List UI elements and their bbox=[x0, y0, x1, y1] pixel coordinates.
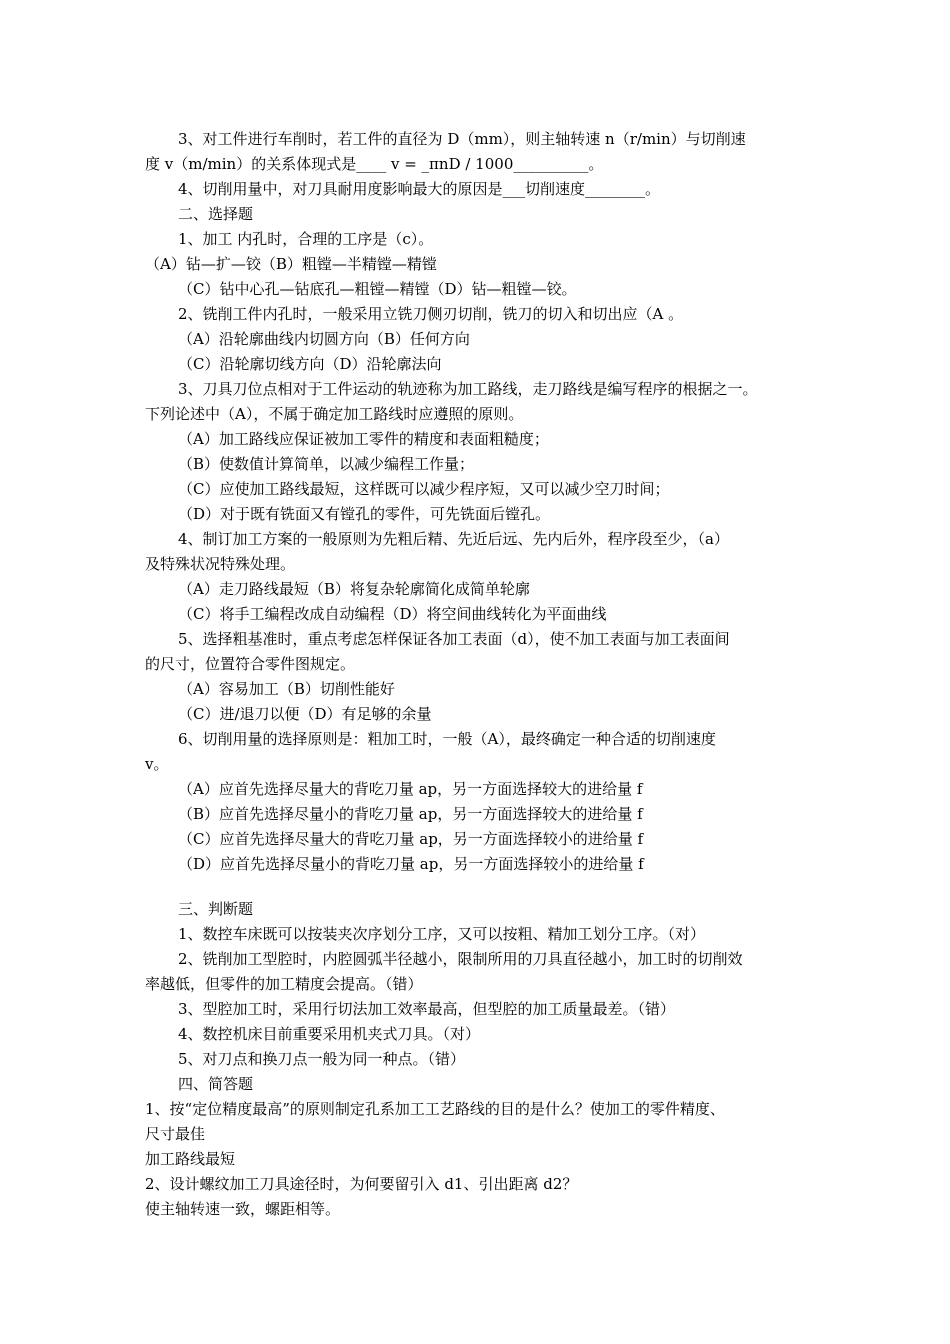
choice-q6-option-a: （A）应首先选择尽量大的背吃刀量 ap，另一方面选择较大的进给量 f bbox=[178, 780, 643, 798]
choice-q4-line-2: 及特殊状况特殊处理。 bbox=[145, 555, 296, 573]
choice-q2-options-cd: （C）沿轮廓切线方向（D）沿轮廓法向 bbox=[178, 355, 442, 373]
choice-q6-option-d: （D）应首先选择尽量小的背吃刀量 ap，另一方面选择较小的进给量 f bbox=[178, 855, 644, 873]
judgement-q4: 4、数控机床目前重要采用机夹式刀具。（对） bbox=[178, 1025, 481, 1043]
choice-q3-option-d: （D）对于既有铣面又有镗孔的零件，可先铣面后镗孔。 bbox=[178, 505, 551, 523]
choice-q5-line-1: 5、选择粗基准时，重点考虑怎样保证各加工表面（d），使不加工表面与加工表面间 bbox=[178, 630, 730, 648]
choice-q6-option-c: （C）应首先选择尽量大的背吃刀量 ap，另一方面选择较小的进给量 f bbox=[178, 830, 644, 848]
judgement-q2-line-1: 2、铣削加工型腔时，内腔圆弧半径越小，限制所用的刀具直径越小，加工时的切削效 bbox=[178, 950, 743, 968]
q3-fill-line-1: 3、对工件进行车削时，若工件的直径为 D（mm），则主轴转速 n（r/min）与切削速 bbox=[178, 130, 746, 148]
q4-fill-line: 4、切削用量中，对刀具耐用度影响最大的原因是___切削速度________。 bbox=[178, 180, 661, 198]
choice-q5-options-ab: （A）容易加工（B）切削性能好 bbox=[178, 680, 395, 698]
choice-q3-option-a: （A）加工路线应保证被加工零件的精度和表面粗糙度； bbox=[178, 430, 549, 448]
short-q1-line-1: 1、按“定位精度最高”的原则制定孔系加工工艺路线的目的是什么？使加工的零件精度、 bbox=[145, 1100, 725, 1118]
choice-q1-options-cd: （C）钻中心孔—钻底孔—粗镗—精镗（D）钻—粗镗—铰。 bbox=[178, 280, 577, 298]
choice-q3-option-b: （B）使数值计算简单，以减少编程工作量； bbox=[178, 455, 475, 473]
q3-fill-line-2: 度 v（m/min）的关系体现式是____ v = _πnD / 1000__________。 bbox=[145, 155, 604, 173]
section-heading-judgement: 三、判断题 bbox=[178, 900, 254, 918]
short-q2: 2、设计螺纹加工刀具途径时，为何要留引入 d1、引出距离 d2？ bbox=[145, 1175, 578, 1193]
choice-q3-line-2: 下列论述中（A），不属于确定加工路线时应遵照的原则。 bbox=[145, 405, 524, 423]
choice-q4-options-cd: （C）将手工编程改成自动编程（D）将空间曲线转化为平面曲线 bbox=[178, 605, 607, 623]
choice-q3-option-c: （C）应使加工路线最短，这样既可以减少程序短，又可以减少空刀时间； bbox=[178, 480, 670, 498]
judgement-q3: 3、型腔加工时，采用行切法加工效率最高，但型腔的加工质量最差。（错） bbox=[178, 1000, 676, 1018]
short-q1-line-2: 尺寸最佳 bbox=[145, 1125, 206, 1143]
choice-q4-line-1: 4、制订加工方案的一般原则为先粗后精、先近后远、先内后外，程序段至少，（a） bbox=[178, 530, 729, 548]
choice-q2-options-ab: （A）沿轮廓曲线内切圆方向（B）任何方向 bbox=[178, 330, 470, 348]
choice-q3-line-1: 3、刀具刀位点相对于工件运动的轨迹称为加工路线，走刀路线是编写程序的根据之一。 bbox=[178, 380, 758, 398]
choice-q5-line-2: 的尺寸，位置符合零件图规定。 bbox=[145, 655, 356, 673]
judgement-q5: 5、对刀点和换刀点一般为同一种点。（错） bbox=[178, 1050, 466, 1068]
choice-q5-options-cd: （C）进/退刀以便（D）有足够的余量 bbox=[178, 705, 432, 723]
short-q1-answer: 加工路线最短 bbox=[145, 1150, 236, 1168]
choice-q6-line-2: v。 bbox=[145, 755, 169, 773]
section-heading-short-answer: 四、简答题 bbox=[178, 1075, 254, 1093]
choice-q1: 1、加工 内孔时，合理的工序是（c）。 bbox=[178, 230, 434, 248]
choice-q6-option-b: （B）应首先选择尽量小的背吃刀量 ap，另一方面选择较大的进给量 f bbox=[178, 805, 643, 823]
section-heading-choice: 二、选择题 bbox=[178, 205, 254, 223]
short-q2-answer: 使主轴转速一致，螺距相等。 bbox=[145, 1200, 341, 1218]
choice-q6-line-1: 6、切削用量的选择原则是：粗加工时，一般（A），最终确定一种合适的切削速度 bbox=[178, 730, 716, 748]
choice-q1-options-ab: （A）钻—扩—铰（B）粗镗—半精镗—精镗 bbox=[145, 255, 437, 273]
choice-q2: 2、铣削工件内孔时，一般采用立铣刀侧刃切削，铣刀的切入和切出应（A 。 bbox=[178, 305, 684, 323]
choice-q4-options-ab: （A）走刀路线最短（B）将复杂轮廓简化成简单轮廓 bbox=[178, 580, 530, 598]
judgement-q2-line-2: 率越低，但零件的加工精度会提高。（错） bbox=[145, 975, 423, 993]
judgement-q1: 1、数控车床既可以按装夹次序划分工序，又可以按粗、精加工划分工序。（对） bbox=[178, 925, 706, 943]
